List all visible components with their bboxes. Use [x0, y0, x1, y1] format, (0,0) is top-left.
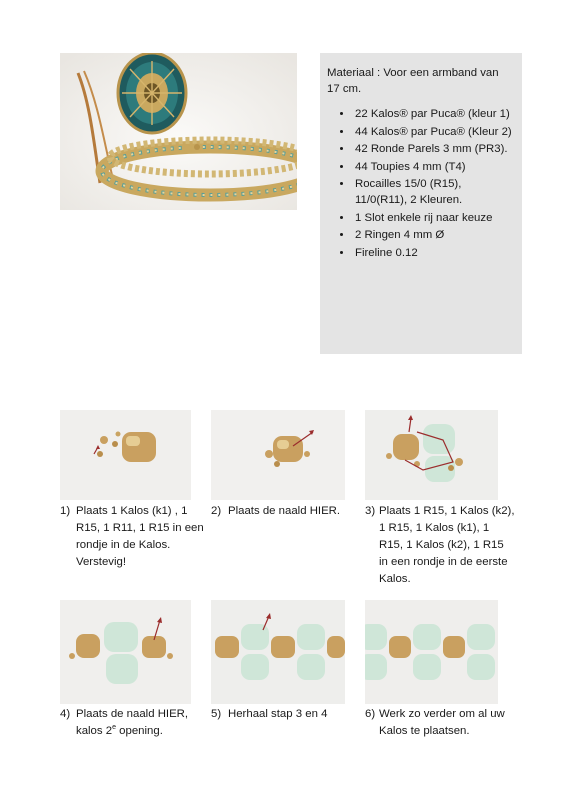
step-number: 5)	[211, 708, 222, 720]
step-description: Werk zo verder om al uw Kalos te plaatsen.	[379, 708, 505, 737]
step-number: 6)	[365, 708, 376, 720]
step-description: Herhaal stap 3 en 4	[228, 708, 328, 720]
materials-box	[320, 53, 522, 354]
list-item: • 2 Ringen 4 mm Ø	[353, 227, 514, 243]
step-6-text	[365, 706, 515, 742]
step-5-text	[211, 706, 361, 726]
step-3-photo	[365, 410, 498, 500]
step-1-photo	[60, 410, 191, 500]
step-description: Plaats 1 Kalos (k1) , 1 R15, 1 R11, 1 R15 in een rondje in de Kalos. Verstevig!	[76, 505, 204, 568]
step-3-text	[365, 503, 515, 591]
medallion-icon	[118, 53, 186, 133]
step-number: 2)	[211, 505, 222, 517]
list-item: • 42 Ronde Parels 3 mm (PR3).	[353, 141, 514, 157]
materials-list	[327, 106, 514, 261]
step-number: 1)	[60, 505, 71, 517]
materials-title: Materiaal : Voor een armband van 17 cm.	[327, 67, 499, 95]
step-4-photo	[60, 600, 191, 704]
step-description: Plaats de naald HIER.	[228, 505, 341, 517]
list-item: • 44 Toupies 4 mm (T4)	[353, 159, 514, 175]
step-2-text	[211, 503, 361, 523]
step-1-text	[60, 503, 210, 573]
step-6-photo	[365, 600, 498, 704]
list-item: • Fireline 0.12	[353, 245, 514, 261]
bracelet-photo	[60, 53, 297, 210]
step-description: Plaats 1 R15, 1 Kalos (k2), 1 R15, 1 Kalos (k1), 1 R15, 1 Kalos (k2), 1 R15 in een rondje in de eerste Kalos.	[379, 505, 515, 585]
list-item: • 1 Slot enkele rij naar keuze	[353, 210, 514, 226]
step-5-photo	[211, 600, 345, 704]
step-number: 3)	[365, 505, 376, 517]
step-2-photo	[211, 410, 345, 500]
step-description: Plaats de naald HIER, kalos 2e opening.	[76, 708, 189, 737]
list-item: • Rocailles 15/0 (R15), 11/0(R11), 2 Kleuren.	[353, 176, 514, 208]
list-item: • 44 Kalos® par Puca® (Kleur 2)	[353, 124, 514, 140]
step-4-text	[60, 706, 210, 742]
step-number: 4)	[60, 708, 71, 720]
list-item: • 22 Kalos® par Puca® (kleur 1)	[353, 106, 514, 122]
